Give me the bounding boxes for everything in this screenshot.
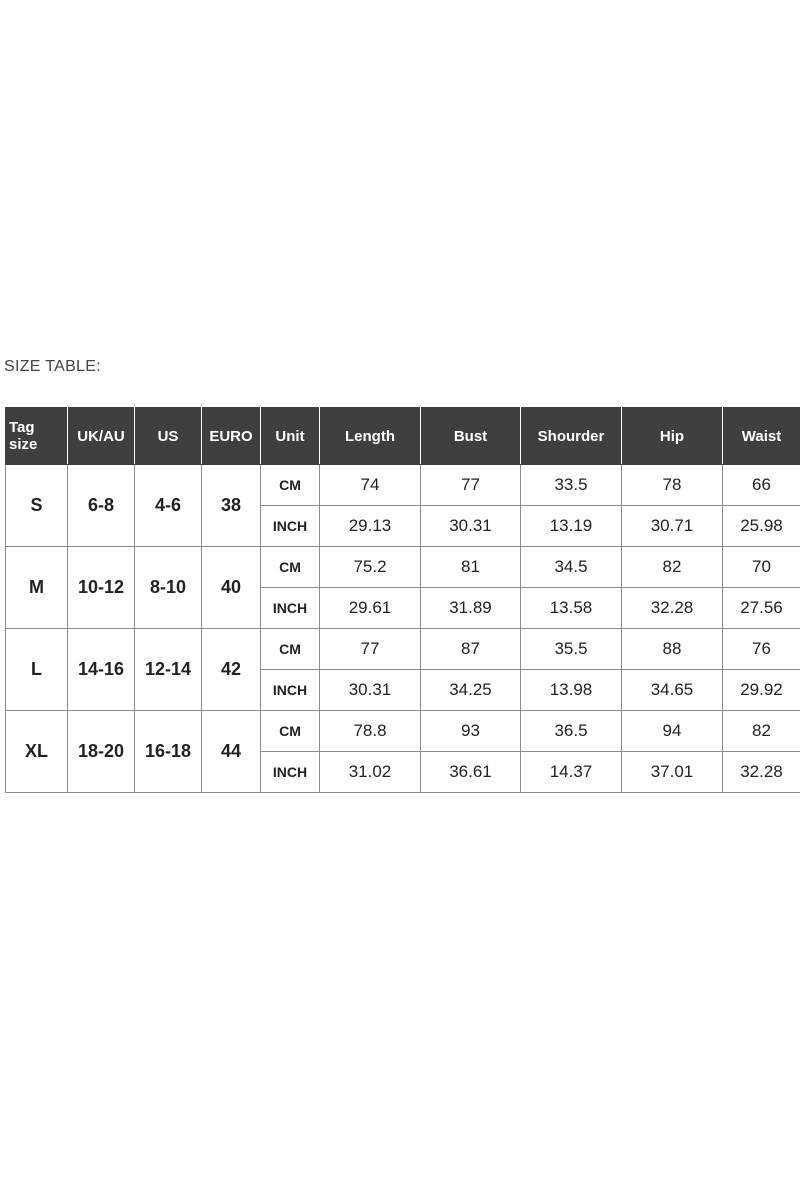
us-cell: 12-14 xyxy=(135,629,202,711)
unit-cell: CM xyxy=(261,629,320,670)
shoulder-cell: 14.37 xyxy=(521,752,622,793)
header-waist: Waist xyxy=(723,408,800,465)
header-row xyxy=(6,408,800,465)
hip-cell: 37.01 xyxy=(622,752,723,793)
header-us: US xyxy=(135,408,202,465)
tag-size-cell: XL xyxy=(6,711,68,793)
euro-cell: 38 xyxy=(202,465,261,547)
shoulder-cell: 13.58 xyxy=(521,588,622,629)
unit-cell: CM xyxy=(261,465,320,506)
us-cell: 8-10 xyxy=(135,547,202,629)
header-unit: Unit xyxy=(261,408,320,465)
length-cell: 77 xyxy=(320,629,421,670)
waist-cell: 76 xyxy=(723,629,800,670)
tag-size-cell: M xyxy=(6,547,68,629)
waist-cell: 27.56 xyxy=(723,588,800,629)
shoulder-cell: 13.98 xyxy=(521,670,622,711)
unit-cell: CM xyxy=(261,711,320,752)
bust-cell: 31.89 xyxy=(421,588,521,629)
length-cell: 74 xyxy=(320,465,421,506)
table-row xyxy=(6,629,800,670)
uk-au-cell: 6-8 xyxy=(68,465,135,547)
euro-cell: 44 xyxy=(202,711,261,793)
uk-au-cell: 10-12 xyxy=(68,547,135,629)
unit-cell: INCH xyxy=(261,506,320,547)
uk-au-cell: 14-16 xyxy=(68,629,135,711)
hip-cell: 88 xyxy=(622,629,723,670)
shoulder-cell: 13.19 xyxy=(521,506,622,547)
unit-cell: CM xyxy=(261,547,320,588)
length-cell: 75.2 xyxy=(320,547,421,588)
length-cell: 31.02 xyxy=(320,752,421,793)
unit-cell: INCH xyxy=(261,752,320,793)
header-hip: Hip xyxy=(622,408,723,465)
waist-cell: 32.28 xyxy=(723,752,800,793)
length-cell: 78.8 xyxy=(320,711,421,752)
size-table-title: SIZE TABLE: xyxy=(4,358,101,375)
bust-cell: 36.61 xyxy=(421,752,521,793)
bust-cell: 93 xyxy=(421,711,521,752)
hip-cell: 30.71 xyxy=(622,506,723,547)
header-uk-au: UK/AU xyxy=(68,408,135,465)
bust-cell: 87 xyxy=(421,629,521,670)
bust-cell: 77 xyxy=(421,465,521,506)
euro-cell: 40 xyxy=(202,547,261,629)
length-cell: 29.13 xyxy=(320,506,421,547)
header-bust: Bust xyxy=(421,408,521,465)
size-table xyxy=(5,407,800,793)
shoulder-cell: 34.5 xyxy=(521,547,622,588)
hip-cell: 34.65 xyxy=(622,670,723,711)
length-cell: 29.61 xyxy=(320,588,421,629)
table-row xyxy=(6,711,800,752)
waist-cell: 25.98 xyxy=(723,506,800,547)
shoulder-cell: 33.5 xyxy=(521,465,622,506)
hip-cell: 82 xyxy=(622,547,723,588)
header-shoulder: Shourder xyxy=(521,408,622,465)
waist-cell: 29.92 xyxy=(723,670,800,711)
bust-cell: 81 xyxy=(421,547,521,588)
hip-cell: 94 xyxy=(622,711,723,752)
unit-cell: INCH xyxy=(261,588,320,629)
uk-au-cell: 18-20 xyxy=(68,711,135,793)
tag-size-cell: S xyxy=(6,465,68,547)
bust-cell: 30.31 xyxy=(421,506,521,547)
header-euro: EURO xyxy=(202,408,261,465)
us-cell: 16-18 xyxy=(135,711,202,793)
euro-cell: 42 xyxy=(202,629,261,711)
header-length: Length xyxy=(320,408,421,465)
waist-cell: 66 xyxy=(723,465,800,506)
shoulder-cell: 35.5 xyxy=(521,629,622,670)
shoulder-cell: 36.5 xyxy=(521,711,622,752)
unit-cell: INCH xyxy=(261,670,320,711)
hip-cell: 32.28 xyxy=(622,588,723,629)
bust-cell: 34.25 xyxy=(421,670,521,711)
us-cell: 4-6 xyxy=(135,465,202,547)
tag-size-cell: L xyxy=(6,629,68,711)
waist-cell: 82 xyxy=(723,711,800,752)
length-cell: 30.31 xyxy=(320,670,421,711)
table-row xyxy=(6,547,800,588)
table-row xyxy=(6,465,800,506)
waist-cell: 70 xyxy=(723,547,800,588)
header-tag-size: Tag size xyxy=(6,408,68,465)
hip-cell: 78 xyxy=(622,465,723,506)
